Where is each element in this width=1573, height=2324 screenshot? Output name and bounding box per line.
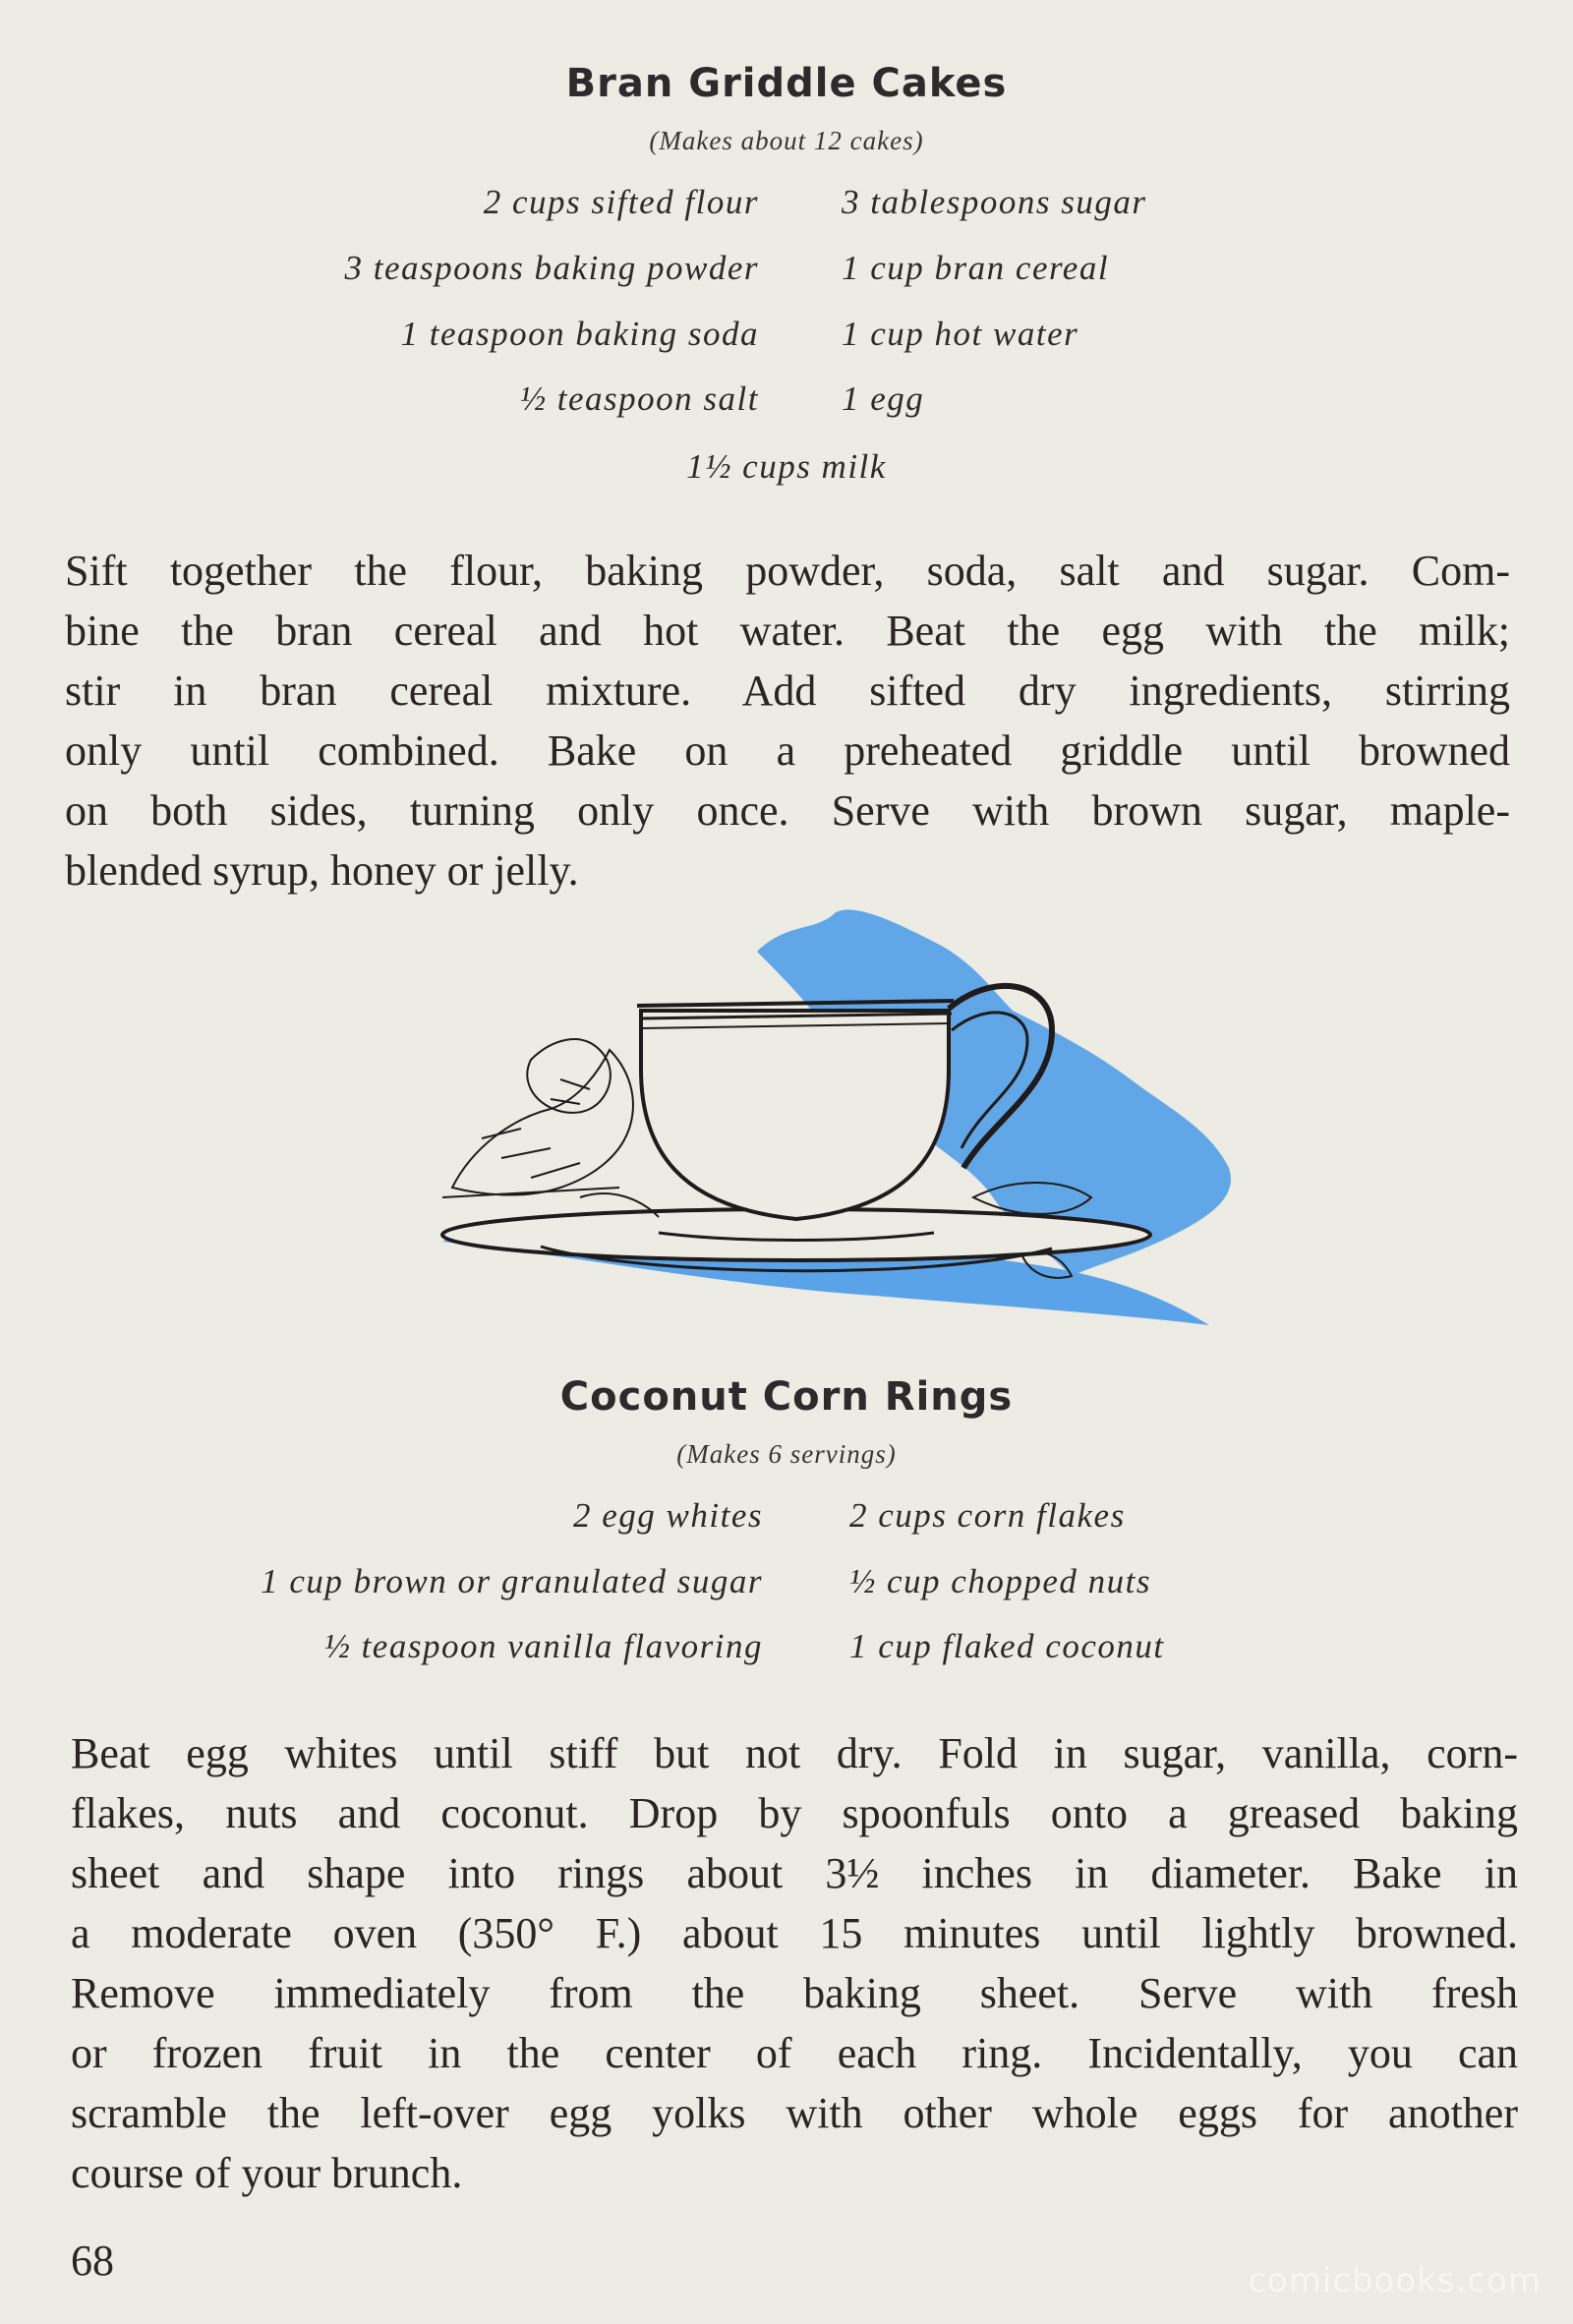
directions-line: scramble the left-over egg yolks with other whole eggs for another (71, 2089, 1518, 2137)
teacup-saucer-illustration (383, 902, 1268, 1335)
recipe-directions (65, 541, 1510, 901)
ingredient-item: ½ teaspoon vanilla flavoring (323, 1627, 763, 1665)
ingredient-item: 1 cup flaked coconut (849, 1627, 1165, 1665)
ingredient-item: 1 egg (842, 379, 925, 418)
recipe-directions (71, 1723, 1518, 2203)
page-number: 68 (71, 2237, 114, 2285)
ingredient-item: 2 egg whites (573, 1496, 763, 1535)
watermark: comicbooks.com (1248, 2261, 1542, 2300)
directions-line: blended syrup, honey or jelly. (65, 846, 579, 895)
directions-line: bine the bran cereal and hot water. Beat the egg with the milk; (65, 607, 1510, 655)
directions-line: flakes, nuts and coconut. Drop by spoonfuls onto a greased baking (71, 1789, 1518, 1837)
directions-line: course of your brunch. (71, 2149, 463, 2197)
ingredient-item: ½ cup chopped nuts (849, 1562, 1151, 1600)
directions-line: or frozen fruit in the center of each ring. Incidentally, you can (71, 2029, 1518, 2077)
directions-line: stir in bran cereal mixture. Add sifted dry ingredients, stirring (65, 667, 1510, 715)
recipe-title-coconut-corn-rings: Coconut Corn Rings (559, 1374, 1014, 1420)
ingredient-item: 1 cup bran cereal (842, 249, 1110, 287)
directions-line: Sift together the flour, baking powder, soda, salt and sugar. Com- (65, 547, 1510, 595)
recipe-yield: (Makes 6 servings) (676, 1439, 897, 1469)
directions-line: Remove immediately from the baking sheet. Serve with fresh (71, 1969, 1518, 2017)
directions-line: Beat egg whites until stiff but not dry. Fold in sugar, vanilla, corn- (71, 1729, 1518, 1777)
ingredient-item: 2 cups sifted flour (483, 183, 759, 221)
ingredient-item: 1½ cups milk (686, 447, 887, 486)
ingredient-item: 1 cup hot water (842, 315, 1079, 353)
directions-line: only until combined. Bake on a preheated griddle until browned (65, 726, 1510, 775)
ingredient-item: 3 teaspoons baking powder (344, 249, 759, 287)
directions-line: sheet and shape into rings about 3½ inches in diameter. Bake in (71, 1849, 1518, 1897)
ingredient-item: 1 cup brown or granulated sugar (261, 1562, 763, 1600)
recipe-title-bran-griddle-cakes: Bran Griddle Cakes (565, 61, 1008, 106)
directions-line: on both sides, turning only once. Serve with brown sugar, maple- (65, 786, 1510, 835)
ingredient-item: 3 tablespoons sugar (842, 183, 1147, 221)
recipe-yield: (Makes about 12 cakes) (649, 126, 924, 155)
directions-line: a moderate oven (350° F.) about 15 minutes until lightly browned. (71, 1909, 1518, 1957)
ingredient-item: 1 teaspoon baking soda (400, 315, 759, 353)
ingredient-item: ½ teaspoon salt (519, 379, 759, 418)
ingredient-item: 2 cups corn flakes (849, 1496, 1126, 1535)
